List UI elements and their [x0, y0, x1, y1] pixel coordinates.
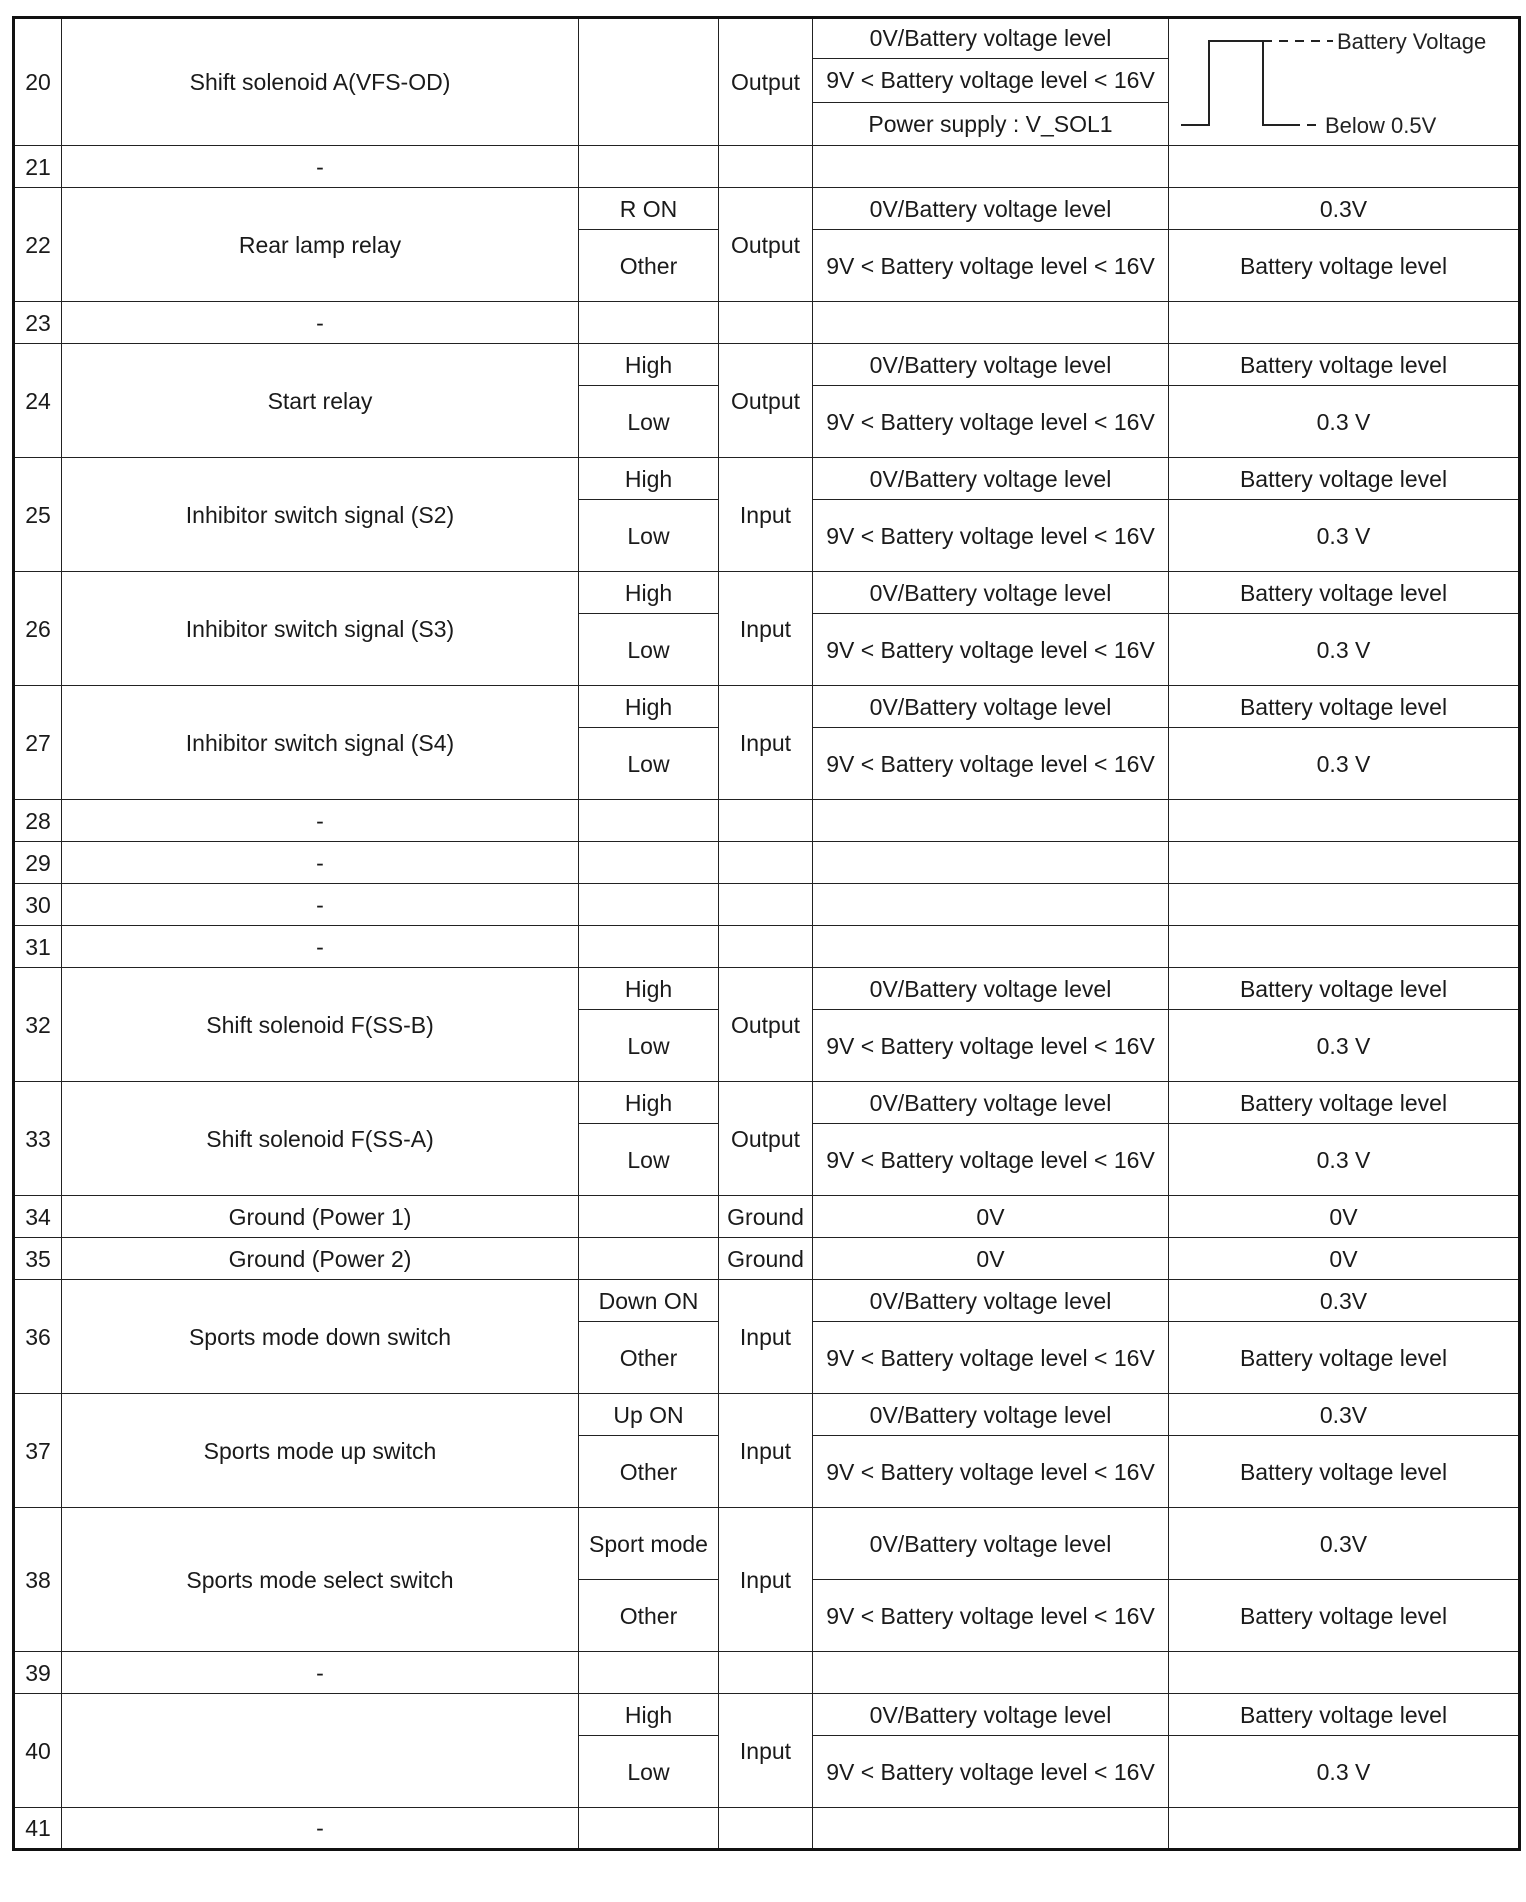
- condition-cell: Low: [579, 1124, 719, 1196]
- output-value-cell: Battery voltage level: [1169, 344, 1520, 386]
- voltage-level-cell: 9V < Battery voltage level < 16V: [813, 1010, 1169, 1082]
- pin-number-cell: 21: [14, 146, 62, 188]
- io-type-cell: Ground: [719, 1238, 813, 1280]
- pin-number-cell: 31: [14, 926, 62, 968]
- condition-cell: [579, 1652, 719, 1694]
- output-value-cell: 0.3 V: [1169, 614, 1520, 686]
- condition-cell: Sport mode: [579, 1508, 719, 1580]
- condition-cell: Up ON: [579, 1394, 719, 1436]
- output-value-cell: Battery voltage level: [1169, 458, 1520, 500]
- output-value-cell: 0.3V: [1169, 188, 1520, 230]
- output-value-cell: 0.3 V: [1169, 1736, 1520, 1808]
- table-row: [14, 1694, 1520, 1736]
- voltage-level-cell: 9V < Battery voltage level < 16V: [813, 1124, 1169, 1196]
- pin-description-cell: Shift solenoid F(SS-A): [62, 1082, 579, 1196]
- table-row: [14, 1082, 1520, 1124]
- table-row: [14, 800, 1520, 842]
- pin-number-cell: 38: [14, 1508, 62, 1652]
- output-value-cell: 0.3 V: [1169, 386, 1520, 458]
- waveform-cell: [1169, 18, 1520, 146]
- io-type-cell: Output: [719, 1082, 813, 1196]
- voltage-level-cell: 9V < Battery voltage level < 16V: [813, 1580, 1169, 1652]
- pin-number-cell: 27: [14, 686, 62, 800]
- voltage-level-cell: 0V: [813, 1196, 1169, 1238]
- voltage-level-cell: Power supply : V_SOL1: [813, 103, 1169, 146]
- pin-number-cell: 28: [14, 800, 62, 842]
- condition-cell: [579, 146, 719, 188]
- pin-description-cell: [62, 1694, 579, 1808]
- voltage-level-cell: 0V/Battery voltage level: [813, 458, 1169, 500]
- condition-cell: Other: [579, 1322, 719, 1394]
- pin-number-cell: 37: [14, 1394, 62, 1508]
- voltage-level-cell: 0V/Battery voltage level: [813, 686, 1169, 728]
- io-type-cell: [719, 302, 813, 344]
- voltage-level-cell: [813, 1652, 1169, 1694]
- condition-cell: [579, 1808, 719, 1850]
- io-type-cell: Input: [719, 1508, 813, 1652]
- io-type-cell: [719, 800, 813, 842]
- table-row: [14, 458, 1520, 500]
- io-type-cell: [719, 842, 813, 884]
- pin-number-cell: 30: [14, 884, 62, 926]
- condition-cell: Low: [579, 728, 719, 800]
- pin-description-cell: Sports mode select switch: [62, 1508, 579, 1652]
- pin-number-cell: 36: [14, 1280, 62, 1394]
- io-type-cell: Ground: [719, 1196, 813, 1238]
- output-value-cell: Battery voltage level: [1169, 572, 1520, 614]
- output-value-cell: 0.3V: [1169, 1508, 1520, 1580]
- output-value-cell: Battery voltage level: [1169, 1436, 1520, 1508]
- voltage-level-cell: 9V < Battery voltage level < 16V: [813, 386, 1169, 458]
- table-row: [14, 842, 1520, 884]
- voltage-level-cell: [813, 926, 1169, 968]
- voltage-level-cell: [813, 1808, 1169, 1850]
- condition-cell: High: [579, 572, 719, 614]
- table-row: [14, 884, 1520, 926]
- output-value-cell: 0V: [1169, 1238, 1520, 1280]
- io-type-cell: Input: [719, 686, 813, 800]
- table-row: [14, 968, 1520, 1010]
- condition-cell: [579, 926, 719, 968]
- output-value-cell: Battery voltage level: [1169, 686, 1520, 728]
- io-type-cell: [719, 146, 813, 188]
- pin-description-cell: Start relay: [62, 344, 579, 458]
- below-threshold-label: Below 0.5V: [1325, 113, 1437, 138]
- pin-description-cell: -: [62, 884, 579, 926]
- io-type-cell: [719, 1652, 813, 1694]
- voltage-level-cell: 9V < Battery voltage level < 16V: [813, 1436, 1169, 1508]
- pin-description-cell: Inhibitor switch signal (S3): [62, 572, 579, 686]
- table-row: [14, 1508, 1520, 1580]
- waveform-diagram: [1173, 19, 1520, 145]
- output-value-cell: Battery voltage level: [1169, 1322, 1520, 1394]
- condition-cell: High: [579, 344, 719, 386]
- output-value-cell: [1169, 926, 1520, 968]
- pin-number-cell: 35: [14, 1238, 62, 1280]
- voltage-level-cell: 0V/Battery voltage level: [813, 344, 1169, 386]
- voltage-level-cell: 0V/Battery voltage level: [813, 1694, 1169, 1736]
- io-type-cell: Input: [719, 1694, 813, 1808]
- table-row: [14, 1652, 1520, 1694]
- table-row: [14, 1394, 1520, 1436]
- output-value-cell: 0.3V: [1169, 1394, 1520, 1436]
- output-value-cell: 0.3 V: [1169, 728, 1520, 800]
- output-value-cell: [1169, 884, 1520, 926]
- pin-number-cell: 23: [14, 302, 62, 344]
- pin-number-cell: 33: [14, 1082, 62, 1196]
- condition-cell: High: [579, 1082, 719, 1124]
- condition-cell: High: [579, 968, 719, 1010]
- pin-description-cell: -: [62, 1652, 579, 1694]
- pin-number-cell: 41: [14, 1808, 62, 1850]
- condition-cell: [579, 302, 719, 344]
- output-value-cell: 0.3 V: [1169, 500, 1520, 572]
- voltage-level-cell: 0V/Battery voltage level: [813, 188, 1169, 230]
- condition-cell: Low: [579, 386, 719, 458]
- output-value-cell: Battery voltage level: [1169, 1694, 1520, 1736]
- pin-number-cell: 40: [14, 1694, 62, 1808]
- pin-description-cell: -: [62, 302, 579, 344]
- pin-description-cell: Ground (Power 1): [62, 1196, 579, 1238]
- output-value-cell: [1169, 1808, 1520, 1850]
- voltage-level-cell: 9V < Battery voltage level < 16V: [813, 58, 1169, 103]
- io-type-cell: [719, 884, 813, 926]
- pin-specification-table: [12, 16, 1521, 1851]
- pin-description-cell: -: [62, 842, 579, 884]
- condition-cell: [579, 800, 719, 842]
- pin-description-cell: Shift solenoid F(SS-B): [62, 968, 579, 1082]
- voltage-level-cell: 0V: [813, 1238, 1169, 1280]
- voltage-level-cell: 0V/Battery voltage level: [813, 968, 1169, 1010]
- output-value-cell: Battery voltage level: [1169, 968, 1520, 1010]
- pin-number-cell: 25: [14, 458, 62, 572]
- table-row: [14, 686, 1520, 728]
- table-row: [14, 926, 1520, 968]
- output-value-cell: [1169, 146, 1520, 188]
- voltage-level-cell: 9V < Battery voltage level < 16V: [813, 230, 1169, 302]
- voltage-level-cell: 9V < Battery voltage level < 16V: [813, 614, 1169, 686]
- condition-cell: Low: [579, 1736, 719, 1808]
- output-value-cell: [1169, 302, 1520, 344]
- pin-number-cell: 39: [14, 1652, 62, 1694]
- voltage-level-cell: [813, 884, 1169, 926]
- condition-cell: [579, 842, 719, 884]
- battery-voltage-label: Battery Voltage: [1337, 29, 1487, 54]
- io-type-cell: Output: [719, 968, 813, 1082]
- table-row: [14, 572, 1520, 614]
- output-value-cell: Battery voltage level: [1169, 1082, 1520, 1124]
- voltage-level-cell: 0V/Battery voltage level: [813, 1508, 1169, 1580]
- pin-number-cell: 20: [14, 18, 62, 146]
- condition-cell: Low: [579, 500, 719, 572]
- io-type-cell: Output: [719, 18, 813, 146]
- table-row: [14, 188, 1520, 230]
- voltage-level-cell: [813, 800, 1169, 842]
- table-row: [14, 18, 1520, 59]
- pin-description-cell: -: [62, 800, 579, 842]
- condition-cell: High: [579, 686, 719, 728]
- connector-pin-table-sheet: [12, 16, 1518, 1851]
- table-row: [14, 302, 1520, 344]
- pin-description-cell: Shift solenoid A(VFS-OD): [62, 18, 579, 146]
- pin-description-cell: Ground (Power 2): [62, 1238, 579, 1280]
- io-type-cell: [719, 926, 813, 968]
- table-row: [14, 146, 1520, 188]
- voltage-level-cell: 9V < Battery voltage level < 16V: [813, 1322, 1169, 1394]
- pin-description-cell: Inhibitor switch signal (S2): [62, 458, 579, 572]
- condition-cell: Other: [579, 230, 719, 302]
- pin-description-cell: Sports mode up switch: [62, 1394, 579, 1508]
- voltage-level-cell: 0V/Battery voltage level: [813, 1082, 1169, 1124]
- output-value-cell: [1169, 800, 1520, 842]
- pin-number-cell: 29: [14, 842, 62, 884]
- io-type-cell: Input: [719, 1280, 813, 1394]
- condition-cell: [579, 18, 719, 146]
- io-type-cell: Output: [719, 188, 813, 302]
- output-value-cell: 0V: [1169, 1196, 1520, 1238]
- voltage-level-cell: 9V < Battery voltage level < 16V: [813, 728, 1169, 800]
- voltage-level-cell: [813, 842, 1169, 884]
- table-row: [14, 1196, 1520, 1238]
- condition-cell: [579, 1238, 719, 1280]
- output-value-cell: Battery voltage level: [1169, 1580, 1520, 1652]
- condition-cell: Low: [579, 1010, 719, 1082]
- condition-cell: Low: [579, 614, 719, 686]
- condition-cell: Down ON: [579, 1280, 719, 1322]
- voltage-level-cell: [813, 146, 1169, 188]
- pin-description-cell: Rear lamp relay: [62, 188, 579, 302]
- condition-cell: [579, 1196, 719, 1238]
- condition-cell: [579, 884, 719, 926]
- io-type-cell: Output: [719, 344, 813, 458]
- pin-number-cell: 26: [14, 572, 62, 686]
- pin-description-cell: Sports mode down switch: [62, 1280, 579, 1394]
- voltage-level-cell: 0V/Battery voltage level: [813, 1280, 1169, 1322]
- condition-cell: R ON: [579, 188, 719, 230]
- voltage-level-cell: 0V/Battery voltage level: [813, 18, 1169, 59]
- condition-cell: High: [579, 458, 719, 500]
- pin-description-cell: -: [62, 926, 579, 968]
- pin-number-cell: 34: [14, 1196, 62, 1238]
- pin-number-cell: 22: [14, 188, 62, 302]
- output-value-cell: 0.3 V: [1169, 1010, 1520, 1082]
- io-type-cell: Input: [719, 572, 813, 686]
- table-row: [14, 1238, 1520, 1280]
- voltage-level-cell: 0V/Battery voltage level: [813, 572, 1169, 614]
- pin-number-cell: 32: [14, 968, 62, 1082]
- condition-cell: Other: [579, 1436, 719, 1508]
- table-row: [14, 1280, 1520, 1322]
- pin-description-cell: -: [62, 146, 579, 188]
- pin-number-cell: 24: [14, 344, 62, 458]
- io-type-cell: [719, 1808, 813, 1850]
- voltage-level-cell: 0V/Battery voltage level: [813, 1394, 1169, 1436]
- voltage-level-cell: 9V < Battery voltage level < 16V: [813, 500, 1169, 572]
- output-value-cell: [1169, 842, 1520, 884]
- condition-cell: Other: [579, 1580, 719, 1652]
- output-value-cell: [1169, 1652, 1520, 1694]
- output-value-cell: 0.3 V: [1169, 1124, 1520, 1196]
- io-type-cell: Input: [719, 458, 813, 572]
- voltage-level-cell: [813, 302, 1169, 344]
- output-value-cell: 0.3V: [1169, 1280, 1520, 1322]
- square-pulse-trace: [1181, 41, 1291, 125]
- table-row: [14, 1808, 1520, 1850]
- voltage-level-cell: 9V < Battery voltage level < 16V: [813, 1736, 1169, 1808]
- table-row: [14, 344, 1520, 386]
- pin-description-cell: -: [62, 1808, 579, 1850]
- condition-cell: High: [579, 1694, 719, 1736]
- output-value-cell: Battery voltage level: [1169, 230, 1520, 302]
- io-type-cell: Input: [719, 1394, 813, 1508]
- pin-description-cell: Inhibitor switch signal (S4): [62, 686, 579, 800]
